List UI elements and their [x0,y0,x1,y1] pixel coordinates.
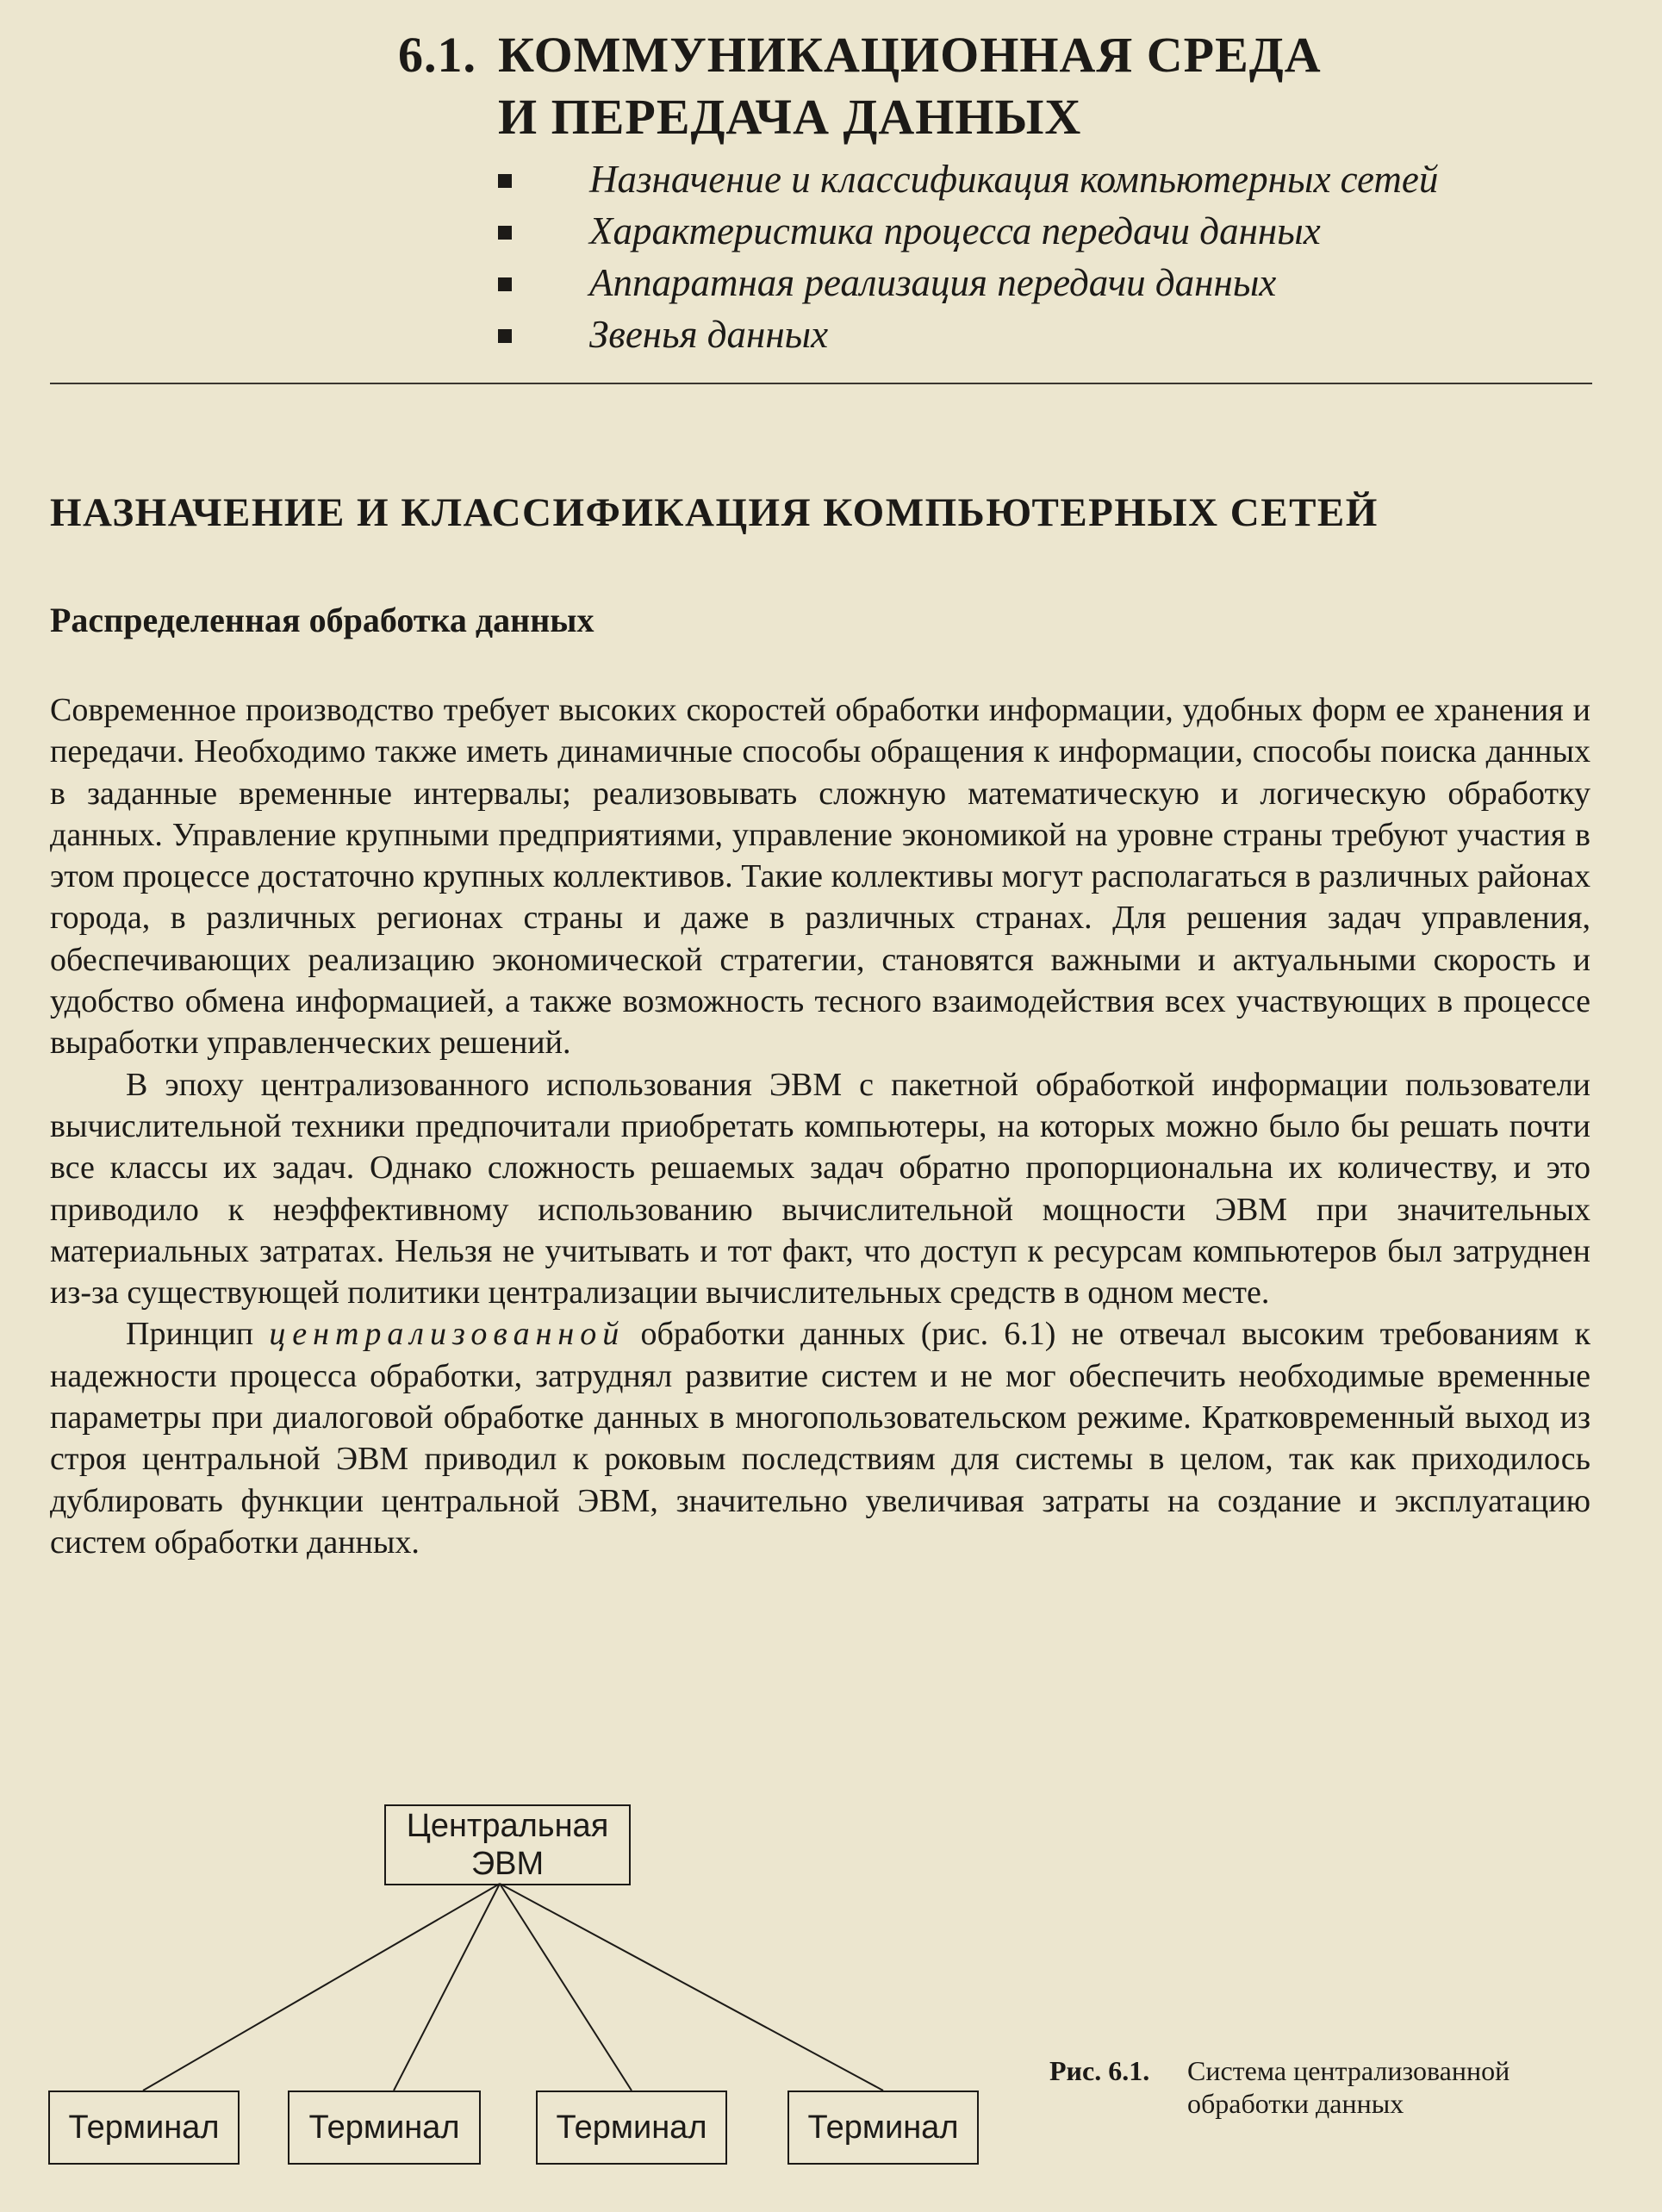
connector-line [500,1884,883,2090]
topic-text: Характеристика процесса передачи данных [589,209,1321,252]
paragraph-1: Современное производство требует высоких скоростей обработки информации, удобных форм ее хранения и передачи. Необходимо также иметь динамичные способы обращения к информации, способы поиска данных в заданные временные интервалы; реализовывать сложную математическую и логическую обработку данных. Управление крупными предприятиями, управление экономикой на уровне страны требуют участия в этом процессе достаточно крупных коллективов. Такие коллективы могут располагаться в различных районах города, в различных регионах страны и даже в различных странах. Для решения задач управления, обеспечивающих реализацию экономической стратегии, становятся важными и актуальными скорость и удобство обмена информацией, а также возможность тесного взаимодействия всех участвующих в процессе выработки управленческих решений. [50,692,1590,1062]
connector-line [500,1884,632,2090]
chapter-title-text1: КОММУНИКАЦИОННАЯ СРЕДА [498,27,1322,83]
topic-text: Звенья данных [589,313,829,356]
chapter-number: 6.1. [398,27,476,83]
emphasized-term: централизованной [269,1316,626,1353]
terminal-label: Терминал [556,2109,707,2146]
chapter-title-text2: И ПЕРЕДАЧА ДАННЫХ [498,89,1082,145]
terminal-box [536,2090,727,2165]
caption-line1: Система централизованной [1187,2055,1510,2086]
terminal-label: Терминал [308,2109,460,2146]
paragraph-3-rest: обработки данных (рис. 6.1) не отвечал высоким требованиям к надежности процесса обработки, затруднял развитие систем и не мог обеспечить необходимые временные параметры при диалоговой обработке данных в многопользовательском режиме. Кратковременный выход из строя центральной ЭВМ приводил к роковым последствиям для системы в целом, так как приходилось дублировать функции центральной ЭВМ, значительно увеличивая затраты на создание и эксплуатацию систем обработки данных. [50,1316,1591,1561]
terminal-box [288,2090,481,2165]
central-computer-label-line1: Центральная [406,1808,609,1844]
paragraph-2: В эпоху централизованного использования ЭВМ с пакетной обработкой информации пользователи вычислительной техники предпочитали приобретать компьютеры, на которых можно было бы решать почти все классы их задач. Однако сложность решаемых задач обратно пропорциональна их количеству, и это приводило к неэффективному использованию вычислительной мощности ЭВМ при значительных материальных затратах. Нельзя не учитывать и тот факт, что доступ к ресурсам компьютеров был затруднен из-за существующей политики централизации вычислительных средств в одном месте. [50,1066,1590,1312]
figure-caption [1049,2054,1509,2120]
terminal-label: Терминал [807,2109,959,2146]
topic-text: Аппаратная реализация передачи данных [589,261,1277,304]
paragraph-3-start: Принцип [126,1316,254,1353]
topic-text: Назначение и классификация компьютерных сетей [589,158,1439,201]
central-computer-label-line2: ЭВМ [470,1846,545,1882]
caption-label: Рис. 6.1. [1049,2055,1150,2086]
subsection-heading: Распределенная обработка данных [50,601,594,639]
terminal-label: Терминал [68,2109,220,2146]
caption-line2: обработки данных [1187,2088,1404,2119]
terminal-box [48,2090,240,2165]
section-heading: НАЗНАЧЕНИЕ И КЛАССИФИКАЦИЯ КОМПЬЮТЕРНЫХ СЕТЕЙ [50,490,1379,535]
terminal-box [787,2090,979,2165]
central-computer-box [384,1804,631,1885]
